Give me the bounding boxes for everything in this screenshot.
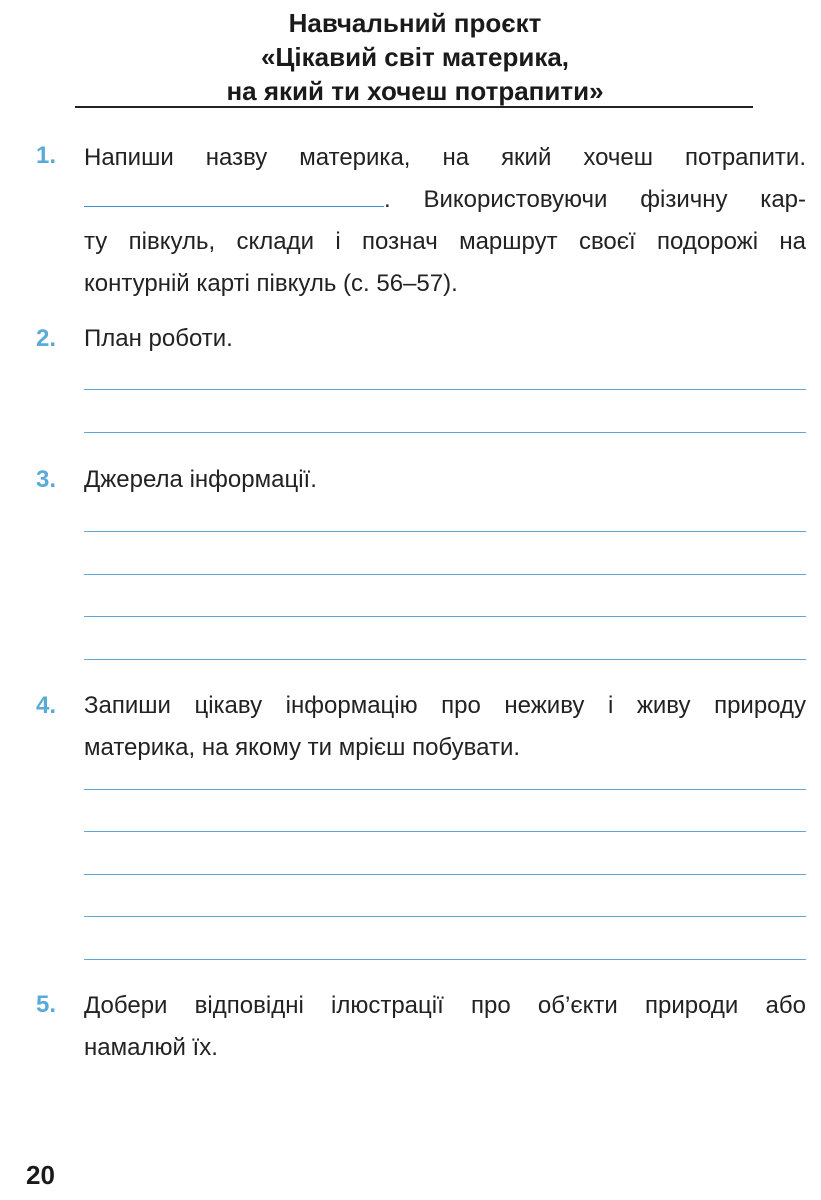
task-3-text: Джерела інформації. xyxy=(84,466,317,493)
writing-line[interactable] xyxy=(84,574,806,575)
continent-name-blank[interactable] xyxy=(84,180,384,207)
task-4-number: 4. xyxy=(36,692,57,719)
task-3-number: 3. xyxy=(36,466,57,493)
writing-line[interactable] xyxy=(84,531,806,532)
page-number: 20 xyxy=(26,1160,55,1190)
writing-line[interactable] xyxy=(84,789,806,790)
page-title xyxy=(70,6,760,108)
task-1-line-1: Напиши назву материка, на який хочеш потрапити. xyxy=(84,144,806,171)
task-4-text xyxy=(84,685,806,769)
writing-line[interactable] xyxy=(84,659,806,660)
writing-line[interactable] xyxy=(84,916,806,917)
task-1-number: 1. xyxy=(36,142,57,169)
task-1-line-2-text: . Використовуючи фізичну кар- xyxy=(384,186,806,213)
writing-line[interactable] xyxy=(84,432,806,433)
writing-line[interactable] xyxy=(84,616,806,617)
title-underline xyxy=(75,106,753,108)
task-4-line-1: Запиши цікаву інформацію про неживу і живу природу xyxy=(84,692,806,719)
title-line-1: Навчальний проєкт xyxy=(288,8,542,38)
task-2-number: 2. xyxy=(36,325,57,352)
writing-line[interactable] xyxy=(84,831,806,832)
task-5-line-2: намалюй їх. xyxy=(84,1034,218,1061)
task-1-text xyxy=(84,137,806,305)
task-5-text xyxy=(84,985,806,1069)
task-5-number: 5. xyxy=(36,991,57,1018)
title-line-2: «Цікавий світ материка, xyxy=(260,42,570,72)
task-1-line-3: ту півкуль, склади і познач маршрут своєї подорожі на xyxy=(84,228,806,255)
task-4-line-2: материка, на якому ти мрієш побувати. xyxy=(84,734,521,761)
writing-line[interactable] xyxy=(84,874,806,875)
task-5-line-1: Добери відповідні ілюстрації про об’єкти природи або xyxy=(84,992,806,1019)
title-line-3: на який ти хочеш потрапити» xyxy=(226,76,604,106)
writing-line[interactable] xyxy=(84,959,806,960)
writing-line[interactable] xyxy=(84,389,806,390)
task-2-text: План роботи. xyxy=(84,325,233,352)
task-1-line-2 xyxy=(84,179,806,221)
task-1-line-4: контурній карті півкуль (с. 56–57). xyxy=(84,270,458,297)
